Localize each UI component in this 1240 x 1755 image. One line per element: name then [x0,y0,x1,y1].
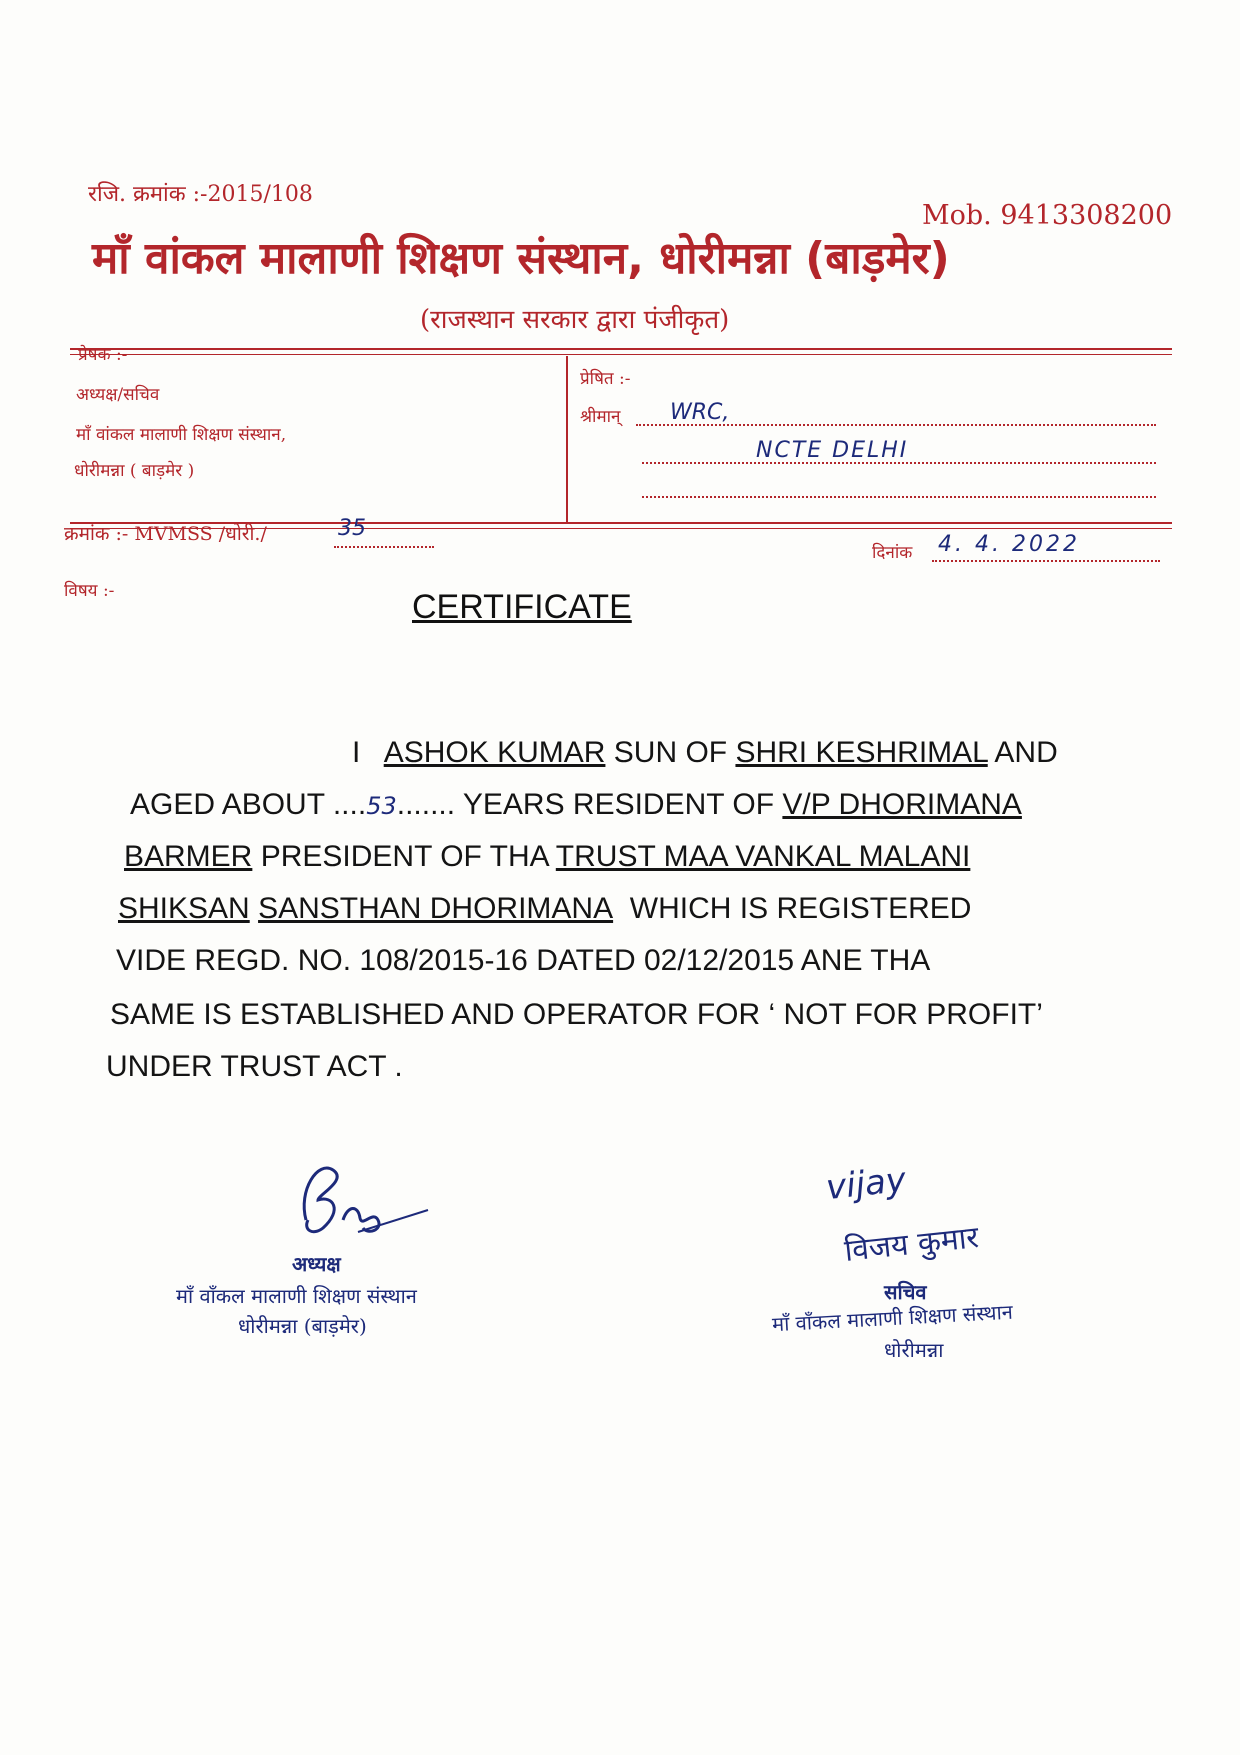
recipient-label: प्रेषित :- [580,369,631,389]
reference-dotted-line [334,546,434,548]
letter-date: 4. 4. 2022 [938,532,1080,557]
president-place: धोरीमन्ना (बाड़मेर) [238,1314,367,1338]
residence-district: BARMER [124,840,253,873]
body-line-7: UNDER TRUST ACT . [106,1050,403,1083]
secretary-org: माँ वाँकल मालाणी शिक्षण संस्थान [771,1299,1014,1337]
header-rule-top-thin [70,354,1172,355]
subject-label: विषय :- [64,581,115,601]
secretary-role: सचिव [884,1280,927,1304]
age-value: 53 [366,792,397,820]
residence: V/P DHORIMANA [782,788,1022,821]
secretary-place: धोरीमन्ना [884,1338,944,1362]
body-line-6: SAME IS ESTABLISHED AND OPERATOR FOR ‘ NOT FOR PROFIT’ [110,998,1043,1031]
body-line-1 [352,736,1058,770]
sender-line-3: धोरीमन्ना ( बाड़मेर ) [74,461,195,481]
president-org: माँ वाँकल मालाणी शिक्षण संस्थान [176,1284,417,1308]
president-role: अध्यक्ष [292,1252,341,1276]
organization-name: माँ वांकल मालाणी शिक्षण संस्थान, धोरीमन्ना (बाड़मेर) [92,233,950,284]
body-text: AGED ABOUT .... [130,788,367,821]
trust-name: TRUST MAA VANKAL MALANI [555,840,971,873]
mobile-number: Mob. 9413308200 [922,200,1173,231]
sender-line-2: माँ वांकल मालाणी शिक्षण संस्थान, [76,425,287,445]
reference-number: 35 [338,516,366,541]
trust-name-cont: SHIKSAN [118,892,250,925]
header-rule-top [70,348,1172,350]
body-text: PRESIDENT OF THA [260,840,548,873]
sender-label: प्रेषक :- [78,345,128,365]
date-dotted-line [932,560,1160,562]
recipient-line-2: NCTE DELHI [756,438,909,463]
date-label: दिनांक [872,543,913,563]
secretary-signature: vijay [824,1159,908,1209]
reference-label: क्रमांक :- MVMSS /धोरी./ [64,523,267,545]
government-registration-note: (राजस्थान सरकार द्वारा पंजीकृत) [420,305,730,335]
father-name: SHRI KESHRIMAL [735,736,988,769]
body-text: AND [994,736,1058,769]
body-line-3 [124,840,970,874]
registration-number: रजि. क्रमांक :-2015/108 [88,182,313,207]
certificate-title: CERTIFICATE [412,588,632,626]
recipient-line-1: WRC, [670,400,730,425]
body-text: I [352,736,361,769]
recipient-prefix: श्रीमान् [580,407,621,427]
body-line-5: VIDE REGD. NO. 108/2015-16 DATED 02/12/2015 ANE THA [116,944,931,977]
body-line-2 [130,788,1022,822]
body-line-4 [118,892,971,926]
header-divider [566,356,568,522]
sender-line-1: अध्यक्ष/सचिव [76,385,160,405]
president-signature-icon [288,1150,438,1250]
recipient-dotted-line-3 [642,496,1156,498]
body-text: ....... YEARS RESIDENT OF [396,788,775,821]
trust-name-cont-2: SANSTHAN DHORIMANA [258,892,614,925]
body-text: WHICH IS REGISTERED [629,892,972,925]
secretary-handwritten-name: विजय कुमार [842,1220,981,1269]
person-name: ASHOK KUMAR [383,736,606,769]
body-text: SUN OF [613,736,728,769]
